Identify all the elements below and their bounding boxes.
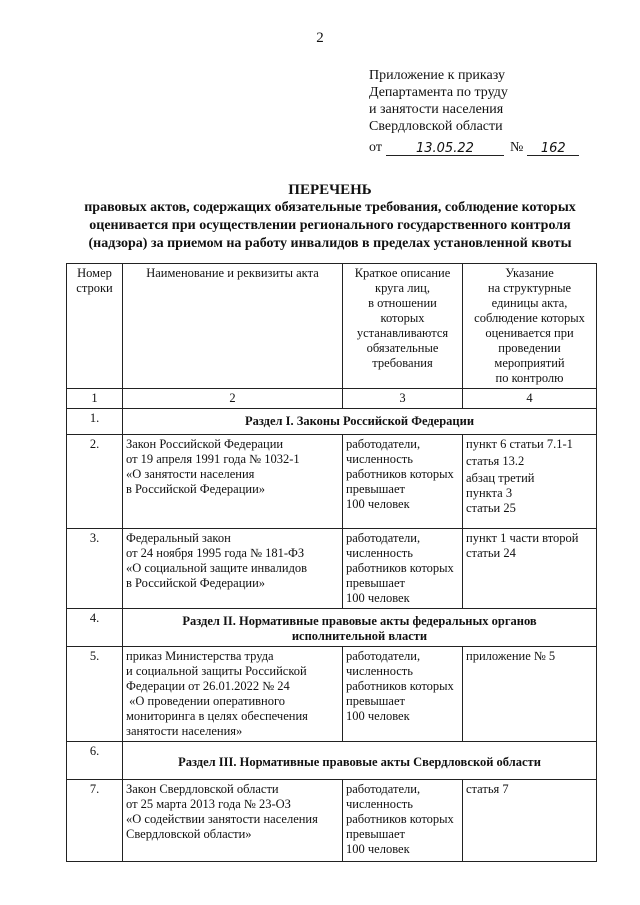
section-row [67,609,597,647]
column-number: 4 [463,389,597,409]
persons-text: превышает [346,827,405,841]
acts-table [66,263,597,862]
units-text: статьи 24 [466,546,516,560]
header-persons [343,264,463,389]
title-heading: ПЕРЕЧЕНЬ [288,182,372,198]
persons-text: работников которых [346,812,454,826]
act-text: от 24 ноября 1995 года № 181-ФЗ [126,546,305,560]
act-cell [123,780,343,862]
header-text: Указание [505,266,554,280]
persons-text: численность [346,546,413,560]
appendix-block [369,67,609,156]
units-cell [463,647,597,742]
act-text: в Российской Федерации» [126,482,266,496]
title-line: оценивается при осуществлении регионального государственного контроля [89,218,571,233]
act-text: Федерации от 26.01.2022 № 24 [126,679,290,693]
act-text: Свердловской области» [126,827,252,841]
header-text: мероприятий [494,356,565,370]
persons-cell [343,647,463,742]
header-text: единицы акта, [491,296,568,310]
table-row [67,435,597,529]
section-title: Раздел III. Нормативные правовые акты Свердловской области [123,742,597,780]
persons-text: работников которых [346,679,454,693]
header-text: круга лиц, [375,281,430,295]
act-cell [123,647,343,742]
header-text: на структурные [487,281,572,295]
header-text: Краткое описание [354,266,451,280]
from-label: от [369,140,382,155]
persons-text: работников которых [346,467,454,481]
table-header-row [67,264,597,389]
persons-text: работников которых [346,561,454,575]
header-text: устанавливаются [356,326,449,340]
persons-text: работодатели, [346,782,421,796]
act-text: Закон Российской Федерации [126,437,284,451]
persons-text: численность [346,797,413,811]
persons-text: 100 человек [346,591,410,605]
units-text: статья 7 [466,782,509,796]
persons-cell [343,529,463,609]
title-line: (надзора) за приемом на работу инвалидов в пределах установленной квоты [88,236,572,251]
column-number: 1 [67,389,123,409]
column-number-row [67,389,597,409]
persons-cell [343,435,463,529]
section-title-line: исполнительной власти [291,629,428,643]
order-number-value: 162 [540,141,566,156]
header-text: которых [380,311,425,325]
document-title [40,181,620,253]
order-date [386,138,504,156]
header-text: по контролю [495,371,564,385]
act-text: «О проведении оперативного [126,694,286,708]
act-text: занятости населения» [126,724,243,738]
persons-text: превышает [346,694,405,708]
title-line: правовых актов, содержащих обязательные требования, соблюдение которых [84,200,576,215]
act-text: мониторинга в целях обеспечения [126,709,308,723]
units-text: абзац третий [466,471,535,485]
act-text: Федеральный закон [126,531,231,545]
units-text: статьи 25 [466,501,516,515]
page-number: 2 [316,30,324,46]
order-date-value: 13.05.22 [415,141,474,156]
appendix-line: Департамента по труду [369,85,508,100]
persons-text: превышает [346,576,405,590]
number-label: № [509,140,524,155]
units-text: пункт 6 статьи 7.1-1 [466,437,573,451]
persons-text: 100 человек [346,842,410,856]
section-title: Раздел I. Законы Российской Федерации [123,409,597,435]
persons-text: 100 человек [346,709,410,723]
header-text: в отношении [368,296,437,310]
act-text: в Российской Федерации» [126,576,266,590]
order-number [527,138,579,156]
header-row-number [67,264,123,389]
row-number: 4. [67,609,123,647]
units-text: пункта 3 [466,486,513,500]
row-number: 6. [67,742,123,780]
units-cell [463,435,597,529]
persons-text: 100 человек [346,497,410,511]
header-text: оценивается при [485,326,574,340]
persons-text: численность [346,452,413,466]
appendix-date-line [369,138,609,156]
header-text: требования [372,356,433,370]
row-number: 7. [67,780,123,862]
units-text: пункт 1 части второй [466,531,579,545]
act-text: «О социальной защите инвалидов [126,561,308,575]
header-text: проведении [498,341,561,355]
table-row [67,780,597,862]
persons-text: работодатели, [346,531,421,545]
header-text: Номер [77,266,112,280]
persons-text: численность [346,664,413,678]
row-number: 3. [67,529,123,609]
header-text: строки [76,281,113,295]
section-title [123,609,597,647]
row-number: 2. [67,435,123,529]
header-units [463,264,597,389]
section-row [67,742,597,780]
column-number: 3 [343,389,463,409]
units-text: статья 13.2 [466,454,525,468]
table-row [67,647,597,742]
units-cell [463,529,597,609]
persons-cell [343,780,463,862]
section-row [67,409,597,435]
act-text: приказ Министерства труда [126,649,274,663]
act-text: Закон Свердловской области [126,782,279,796]
units-cell [463,780,597,862]
header-text: обязательные [366,341,439,355]
column-number: 2 [123,389,343,409]
row-number: 5. [67,647,123,742]
act-text: «О занятости населения [126,467,255,481]
table-row [67,529,597,609]
header-text: соблюдение которых [474,311,585,325]
header-act-name [123,264,343,389]
appendix-line: Приложение к приказу [369,68,505,83]
row-number: 1. [67,409,123,435]
persons-text: работодатели, [346,649,421,663]
appendix-line: и занятости населения [369,102,504,117]
section-title-line: Раздел II. Нормативные правовые акты федеральных органов [182,614,537,628]
act-text: «О содействии занятости населения [126,812,318,826]
header-text: Наименование и реквизиты акта [146,266,319,280]
units-text: приложение № 5 [466,649,556,663]
persons-text: работодатели, [346,437,421,451]
act-text: от 19 апреля 1991 года № 1032-1 [126,452,300,466]
act-text: и социальной защиты Российской [126,664,307,678]
persons-text: превышает [346,482,405,496]
act-text: от 25 марта 2013 года № 23-ОЗ [126,797,291,811]
appendix-line: Свердловской области [369,119,503,134]
act-cell [123,435,343,529]
act-cell [123,529,343,609]
